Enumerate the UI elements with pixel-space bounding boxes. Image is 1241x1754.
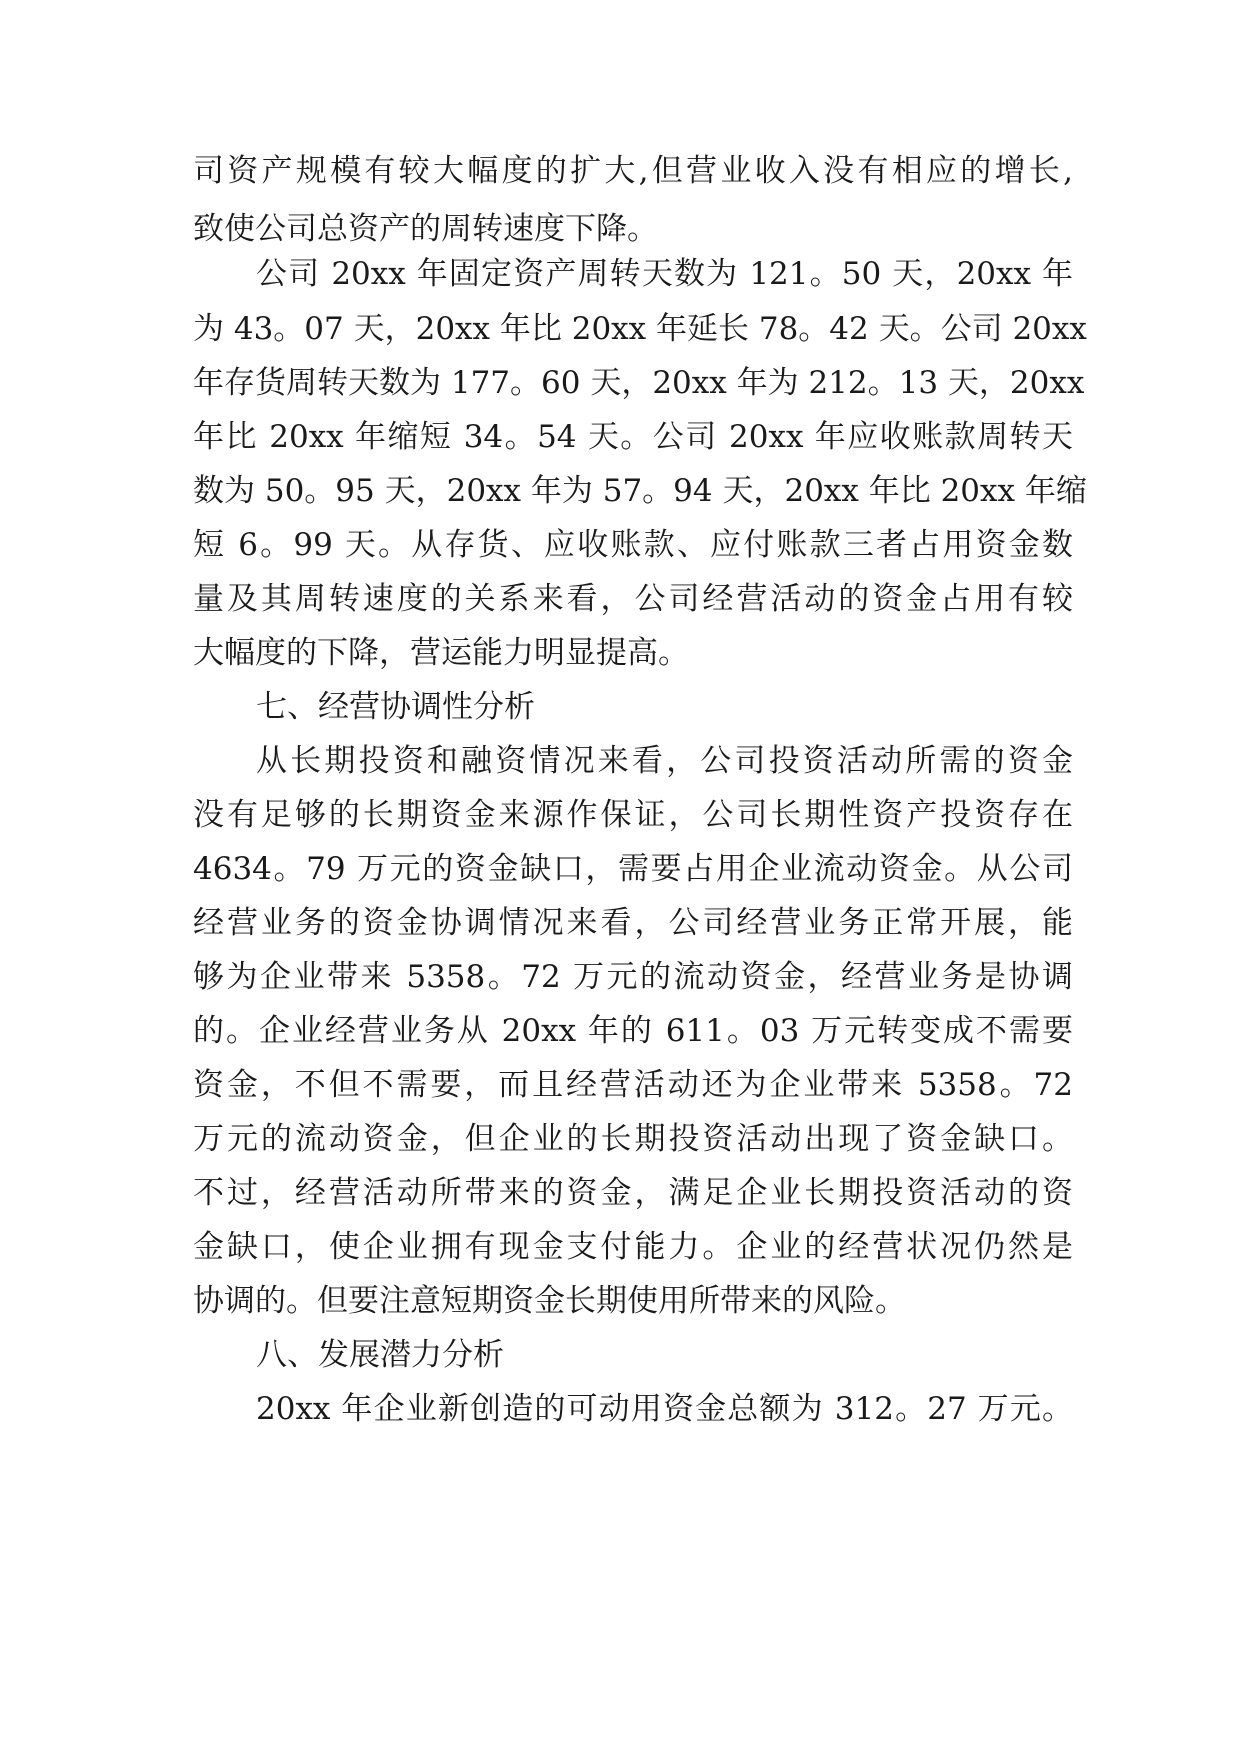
paragraph-line: 短 6。99 天。从存货、应收账款、应付账款三者占用资金数 (193, 527, 1073, 563)
paragraph-line: 年存货周转天数为 177。60 天，20xx 年为 212。13 天，20xx (193, 365, 1085, 401)
paragraph-line: 大幅度的下降，营运能力明显提高。 (193, 635, 689, 671)
paragraph-line: 经营业务的资金协调情况来看，公司经营业务正常开展，能 (193, 905, 1073, 941)
paragraph-line: 量及其周转速度的关系来看，公司经营活动的资金占用有较 (193, 581, 1073, 617)
paragraph-line: 资金，不但不需要，而且经营活动还为企业带来 5358。72 (193, 1067, 1073, 1103)
paragraph-line: 不过，经营活动所带来的资金，满足企业长期投资活动的资 (193, 1175, 1073, 1211)
paragraph-line: 金缺口，使企业拥有现金支付能力。企业的经营状况仍然是 (193, 1229, 1073, 1265)
section-heading: 七、经营协调性分析 (256, 689, 535, 725)
paragraph-line: 万元的流动资金，但企业的长期投资活动出现了资金缺口。 (193, 1121, 1073, 1157)
paragraph-line: 20xx 年企业新创造的可动用资金总额为 312。27 万元。 (256, 1391, 1073, 1427)
paragraph-line: 致使公司总资产的周转速度下降。 (193, 211, 658, 247)
paragraph-line: 年比 20xx 年缩短 34。54 天。公司 20xx 年应收账款周转天 (193, 419, 1073, 455)
paragraph-line: 为 43。07 天，20xx 年比 20xx 年延长 78。42 天。公司 20xx (193, 311, 1087, 347)
paragraph-line: 协调的。但要注意短期资金长期使用所带来的风险。 (193, 1283, 906, 1319)
paragraph-line: 公司 20xx 年固定资产周转天数为 121。50 天，20xx 年 (256, 256, 1073, 292)
paragraph-line: 数为 50。95 天，20xx 年为 57。94 天，20xx 年比 20xx 年缩 (193, 473, 1087, 509)
section-heading: 八、发展潜力分析 (256, 1337, 504, 1373)
paragraph-line: 没有足够的长期资金来源作保证，公司长期性资产投资存在 (193, 797, 1073, 833)
paragraph-line: 够为企业带来 5358。72 万元的流动资金，经营业务是协调 (193, 959, 1073, 995)
paragraph-line: 司资产规模有较大幅度的扩大,但营业收入没有相应的增长, (193, 153, 1073, 189)
paragraph-line: 4634。79 万元的资金缺口，需要占用企业流动资金。从公司 (193, 851, 1073, 887)
paragraph-line: 的。企业经营业务从 20xx 年的 611。03 万元转变成不需要 (193, 1013, 1073, 1049)
paragraph-line: 从长期投资和融资情况来看，公司投资活动所需的资金 (256, 743, 1073, 779)
